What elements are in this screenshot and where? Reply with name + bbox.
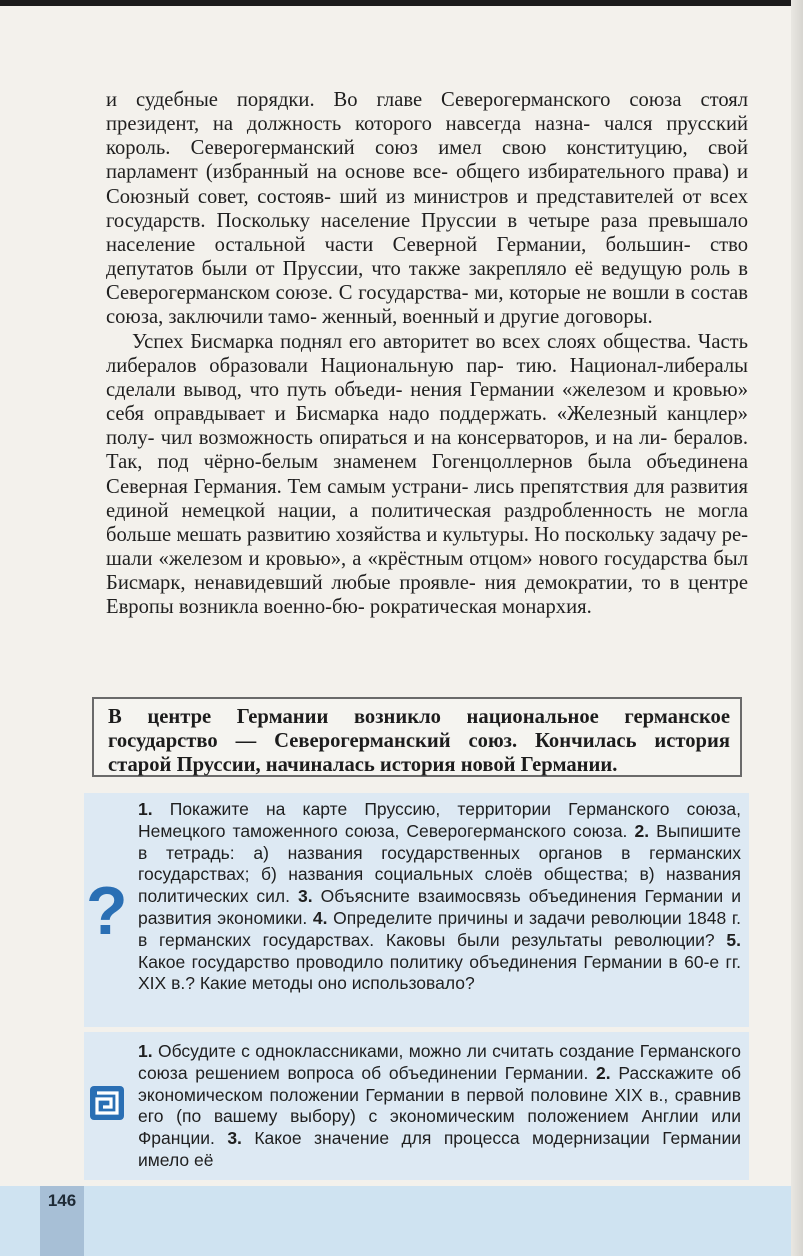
footer-band [0, 1186, 791, 1256]
tasks-panel [84, 1032, 749, 1180]
page-right-edge [791, 0, 803, 1256]
page-number: 146 [47, 1191, 77, 1210]
question-mark-icon: ? [86, 873, 128, 949]
page-top-edge [0, 0, 803, 6]
questions-list: 1. Покажите на карте Пруссию, территории Германского союза, Немецкого таможенного союза, Северогерманского союза. 2. Выпишите в тетрадь: а) названия государственных органов в германских государствах; б) названия социальных слоёв общества; в) названия политических сил. 3. Объясните взаимосвязь объединения Германии и развития экономики. 4. Определите причины и задачи революции 1848 г. в германских государствах. Каковы были результаты революции? 5. Какое государство проводило политику объединения Германии в 60-е гг. XIX в.? Какие методы оно использовало? [138, 799, 742, 994]
task-spiral-icon [88, 1084, 126, 1122]
tasks-list: 1. Обсудите с одноклассниками, можно ли считать создание Германского союза решением вопроса об объединении Германии. 2. Расскажите об экономическом положении Германии в первой половине XIX в., сравнив его (по вашему выбору) с экономическим положением Англии или Франции. 3. Какое значение для процесса модернизации Германии имело её [138, 1041, 742, 1170]
main-text [106, 88, 748, 619]
paragraph-1: и судебные порядки. Во главе Северогерманского союза стоял президент, на должность которого навсегда назна- чался прусский король. Северогерманский союз имел свою конституцию, свой парламент (избранный на основе все- общего избирательного права) и Союзный совет, состояв- ший из министров и представителей от всех государств. Поскольку население Пруссии в четыре раза превышало население остальной части Северной Германии, большин- ство депутатов были от Пруссии, что также закрепляло её ведущую роль в Северогерманском союзе. С государства- ми, которые не вошли в состав союза, заключили тамо- женный, военный и другие договоры. [106, 89, 748, 329]
summary-box: В центре Германии возникло национальное германское государство — Северогерманский союз. Кончилась история старой Пруссии, начиналась история новой Германии. [92, 697, 742, 777]
questions-panel [84, 793, 749, 1027]
paragraph-2: Успех Бисмарка поднял его авторитет во всех слоях общества. Часть либералов образовали Национальную пар- тию. Национал-либералы сделали вывод, что путь объеди- нения Германии «железом и кровью» себя оправдывает и Бисмарка надо поддержать. «Железный канцлер» полу- чил возможность опираться и на консерваторов, и на ли- бералов. Так, под чёрно-белым знаменем Гогенцоллернов была объединена Северная Германия. Тем самым устрани- лись препятствия для развития единой немецкой нации, а политическая раздробленность не могла больше мешать развитию хозяйства и культуры. Но поскольку задачу ре- шали «железом и кровью», а «крёстным отцом» нового государства был Бисмарк, ненавидевший любые проявле- ния демократии, то в центре Европы возникла военно-бю- рократическая монархия. [106, 330, 749, 619]
